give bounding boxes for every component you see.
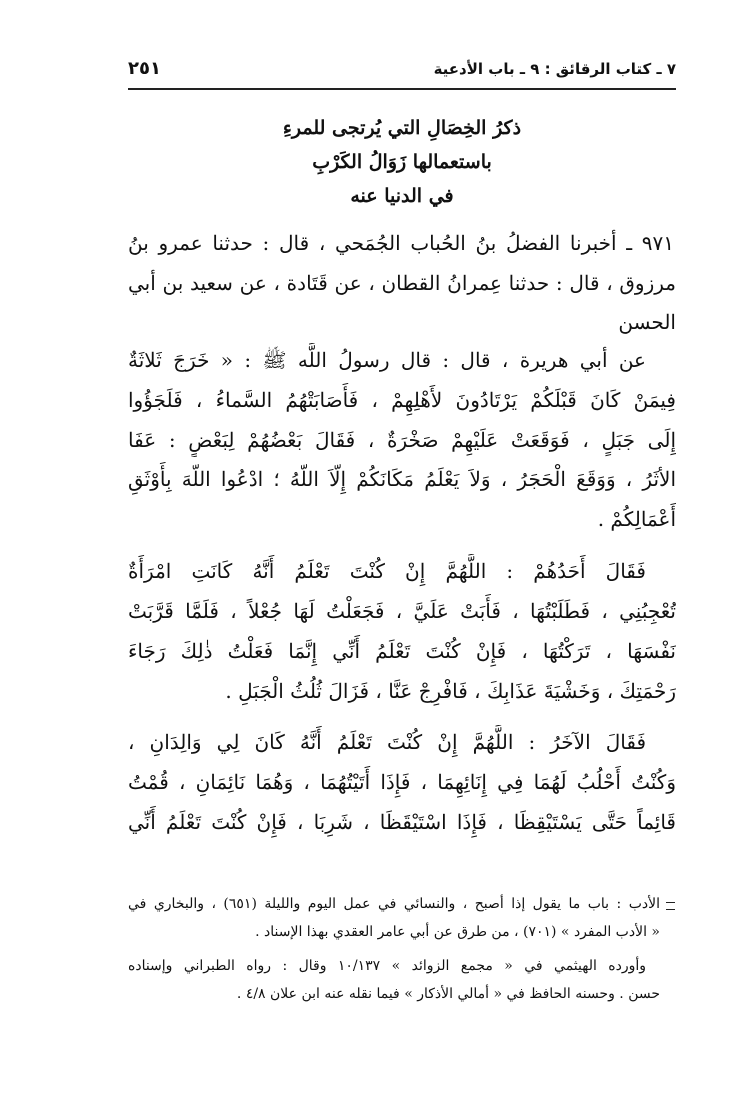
matn-line: نَفْسَهَا ، تَرَكْتُهَا ، فَإِنْ كُنْتَ تَعْلَمُ أَنِّي إِنَّمَا فَعَلْتُ ذٰلِكَ رَجَاءَ <box>128 639 676 663</box>
footnote-continuation-mark <box>666 902 675 910</box>
matn-line: أَعْمَالِكُمْ . <box>597 507 676 531</box>
page-number: ٢٥١ <box>128 58 161 79</box>
matn-line: تُعْجِبُنِي ، فَطَلَبْتُهَا ، فَأَبَتْ عَلَيَّ ، فَجَعَلْتُ لَهَا جُعْلاً ، فَلَمَّا قَرَّبَتْ <box>128 599 676 623</box>
chapter-title-line-3: في الدنيا عنه <box>350 185 454 207</box>
chapter-title-line-2: باستعمالها زَوَالُ الكَرْبِ <box>312 151 492 173</box>
matn-line: فَقَالَ أَحَدُهُمْ : اللَّهُمَّ إِنْ كُنْتَ تَعْلَمُ أَنَّهُ كَانَتِ امْرَأَةٌ <box>128 559 646 583</box>
matn-line: فَقَالَ الآخَرُ : اللَّهُمَّ إِنْ كُنْتَ تَعْلَمُ أَنَّهُ كَانَ لِي وَالِدَانِ ، <box>128 730 646 754</box>
isnad-line: ٩٧١ ـ أخبرنا الفضلُ بنُ الحُباب الجُمَحي ، قال : حدثنا عمرو بنُ <box>128 231 674 255</box>
isnad-line: مرزوق ، قال : حدثنا عِمرانُ القطان ، عن قَتَادة ، عن سعيد بن أبي <box>128 271 676 295</box>
footnote-line: « الأدب المفرد » (٧٠١) ، من طرق عن أبي عامر العقدي بهذا الإسناد . <box>255 924 660 940</box>
running-title: ٧ ـ كتاب الرقائق : ٩ ـ باب الأدعية <box>433 60 676 78</box>
page-header <box>128 58 676 90</box>
matn-line: إِلَى جَبَلٍ ، فَوَقَعَتْ عَلَيْهِمْ صَخْرَةٌ ، فَقَالَ بَعْضُهُمْ لِبَعْضٍ : عَفَا <box>128 428 676 452</box>
matn-line: رَحْمَتِكَ ، وَخَشْيَةَ عَذَابِكَ ، فَافْرِجْ عَنَّا ، فَزَالَ ثُلُثُ الْجَبَلِ . <box>225 679 676 703</box>
matn-line: الأثَرُ ، وَوَقَعَ الْحَجَرُ ، وَلاَ يَعْلَمُ مَكَانَكُمْ إِلّاَ اللّهُ ؛ ادْعُوا اللّهَ بِأَوْثَقِ <box>128 467 676 491</box>
footnote-line: حسن . وحسنه الحافظ في « أمالي الأذكار » فيما نقله عنه ابن علان ٤/٨ . <box>236 986 660 1002</box>
matn-line: قَائِماً حَتَّى يَسْتَيْقِظَا ، فَإِذَا اسْتَيْقَظَا ، شَرِبَا ، فَإِنْ كُنْتَ تَعْلَمُ أَنِّي <box>128 810 676 834</box>
footnote-line: وأورده الهيثمي في « مجمع الزوائد » ١٠/١٣٧ وقال : رواه الطبراني وإسناده <box>128 958 646 974</box>
isnad-line: الحسن <box>618 310 676 334</box>
matn-line: عن أبي هريرة ، قال : قال رسولُ اللَّه ﷺ : « خَرَجَ ثَلاثَةٌ <box>128 348 646 372</box>
matn-line: فِيمَنْ كَانَ قَبْلَكُمْ يَرْتَادُونَ لأَهْلِهِمْ ، فَأَصَابَتْهُمُ السَّماءُ ، فَلَجَؤُوا <box>128 388 676 412</box>
matn-line: وَكُنْتُ أَحْلُبُ لَهُمَا فِي إِنَائِهِمَا ، فَإِذَا أَتَيْتُهُمَا ، وَهُمَا نَائِمَانِ ، قُمْتُ <box>128 770 676 794</box>
chapter-title-line-1: ذكرُ الخِصَالِ التي يُرتجى للمرءِ <box>282 117 522 139</box>
footnote-line: الأدب : باب ما يقول إذا أصبح ، والنسائي في عمل اليوم والليلة (٦٥١) ، والبخاري في <box>128 896 660 912</box>
